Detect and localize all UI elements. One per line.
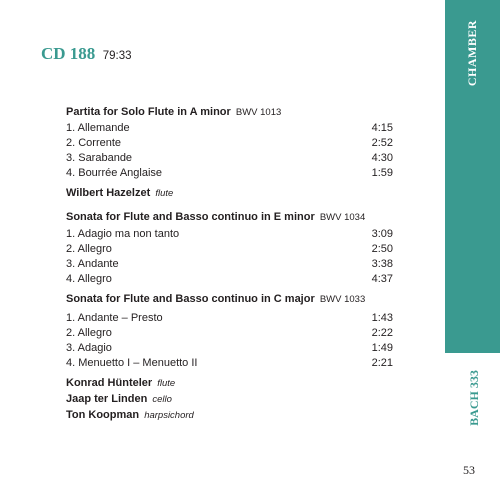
track-row xyxy=(0,226,430,242)
track-duration: 2:52 xyxy=(371,137,393,149)
series-label: BACH 333 xyxy=(467,370,481,426)
track-title: 1. Allemande xyxy=(66,122,130,134)
track-duration: 4:30 xyxy=(371,152,393,164)
performer xyxy=(66,407,194,424)
performer-instrument: flute xyxy=(157,378,176,389)
performer xyxy=(66,375,175,392)
work-catalogue: BWV 1033 xyxy=(319,294,366,305)
track-duration: 1:59 xyxy=(371,167,393,179)
track-title: 4. Bourrée Anglaise xyxy=(66,167,163,179)
track-title: 1. Andante – Presto xyxy=(66,312,163,324)
cd-duration: 79:33 xyxy=(102,50,132,62)
track-row xyxy=(0,325,430,341)
track-title: 1. Adagio ma non tanto xyxy=(66,228,180,240)
performer xyxy=(66,391,172,408)
performer-instrument: harpsichord xyxy=(144,410,194,421)
track-title: 3. Sarabande xyxy=(66,152,133,164)
work-catalogue: BWV 1013 xyxy=(235,107,282,118)
performer-name: Ton Koopman xyxy=(66,409,140,421)
work-catalogue: BWV 1034 xyxy=(319,212,366,223)
section-label: CHAMBER xyxy=(465,20,479,87)
track-row xyxy=(0,120,430,136)
track-title: 4. Menuetto I – Menuetto II xyxy=(66,357,198,369)
performer-name: Jaap ter Linden xyxy=(66,393,148,405)
track-row xyxy=(0,256,430,272)
performer-name: Wilbert Hazelzet xyxy=(66,187,151,199)
performer xyxy=(66,185,173,202)
work-title xyxy=(66,209,365,226)
page-number: 53 xyxy=(463,463,475,477)
track-duration: 1:49 xyxy=(371,342,393,354)
track-row xyxy=(0,165,430,181)
track-duration: 2:22 xyxy=(371,327,393,339)
track-title: 3. Andante xyxy=(66,258,119,270)
track-duration: 3:09 xyxy=(371,228,393,240)
track-title: 2. Allegro xyxy=(66,327,112,339)
track-title: 2. Allegro xyxy=(66,243,112,255)
cd-number: CD 188 xyxy=(41,44,96,63)
track-duration: 4:37 xyxy=(371,273,393,285)
track-row xyxy=(0,241,430,257)
track-duration: 1:43 xyxy=(371,312,393,324)
work-title xyxy=(66,291,365,308)
performer-name: Konrad Hünteler xyxy=(66,377,153,389)
track-row xyxy=(0,355,430,371)
track-duration: 3:38 xyxy=(371,258,393,270)
series-label-container xyxy=(447,353,500,443)
section-band xyxy=(445,0,500,353)
track-duration: 2:50 xyxy=(371,243,393,255)
work-title-text: Sonata for Flute and Basso continuo in C major xyxy=(66,293,315,305)
track-title: 2. Corrente xyxy=(66,137,122,149)
cd-header xyxy=(41,44,132,64)
track-row xyxy=(0,271,430,287)
work-title-text: Sonata for Flute and Basso continuo in E minor xyxy=(66,211,315,223)
track-title: 4. Allegro xyxy=(66,273,112,285)
work-title-text: Partita for Solo Flute in A minor xyxy=(66,106,231,118)
track-row xyxy=(0,150,430,166)
performer-instrument: cello xyxy=(152,394,172,405)
track-row xyxy=(0,340,430,356)
performer-instrument: flute xyxy=(155,188,174,199)
track-duration: 2:21 xyxy=(371,357,393,369)
track-duration: 4:15 xyxy=(371,122,393,134)
track-row xyxy=(0,310,430,326)
track-row xyxy=(0,135,430,151)
track-title: 3. Adagio xyxy=(66,342,112,354)
work-title xyxy=(66,104,281,121)
